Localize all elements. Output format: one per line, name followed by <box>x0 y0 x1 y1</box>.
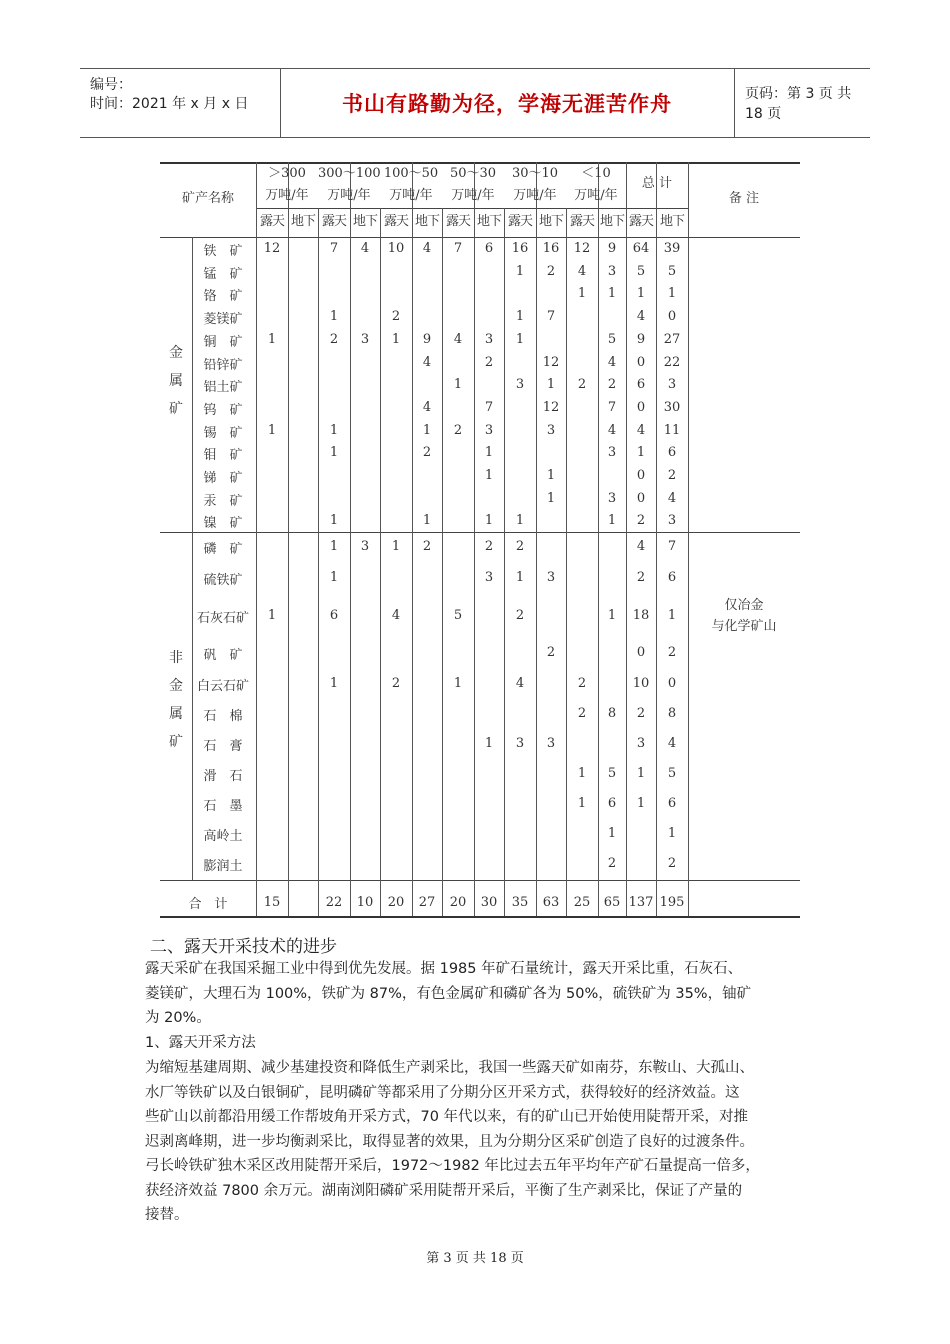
table-cell: 0 <box>667 676 677 691</box>
table-cell: 12 <box>542 354 560 370</box>
table-cell: 6 <box>667 445 677 461</box>
table-cell: 5 <box>607 331 617 347</box>
table-cell: 5 <box>667 766 677 781</box>
remark-header: 备 注 <box>728 191 760 206</box>
page-header <box>80 68 870 138</box>
table-cell: 3 <box>484 331 494 347</box>
sub-header-cell: 露天 <box>507 214 532 229</box>
table-cell: 2 <box>546 263 556 279</box>
table-cell: 1 <box>484 445 494 461</box>
sub-header-cell: 露天 <box>321 214 346 229</box>
table-cell: 2 <box>391 676 401 691</box>
table-cell: 4 <box>422 399 432 415</box>
table-cell: 6 <box>636 377 646 393</box>
scale-header-range: 300～100 <box>318 166 381 181</box>
table-cell: 6 <box>329 608 339 623</box>
mineral-name-cell: 锰 矿 <box>203 266 243 282</box>
table-cell: 1 <box>515 331 525 347</box>
table-cell: 2 <box>636 570 646 585</box>
table-cell: 16 <box>511 241 529 256</box>
table-cell: 3 <box>607 263 617 279</box>
table-cell: 7 <box>453 241 463 256</box>
paragraph-2-line: 获经济效益 7800 余万元。湖南浏阳磷矿采用陡帮开采后，平衡了生产剥采比，保证了产量的 <box>145 1182 743 1199</box>
table-cell: 4 <box>391 608 401 623</box>
table-cell: 1 <box>329 676 339 691</box>
mineral-name-cell: 硫铁矿 <box>203 573 243 588</box>
header-motto-cell <box>280 69 735 137</box>
table-subheader-rule <box>256 208 688 209</box>
mineral-name-cell: 石 墨 <box>203 799 243 814</box>
table-cell: 1 <box>391 539 401 554</box>
table-cell: 1 <box>577 796 587 811</box>
table-cell: 0 <box>636 490 646 506</box>
table-cell: 4 <box>636 539 646 554</box>
table-cell: 1 <box>267 608 277 623</box>
paragraph-1-line: 为 20%。 <box>145 1010 211 1026</box>
table-cell: 1 <box>515 513 525 529</box>
sub-header-cell: 地下 <box>659 214 684 229</box>
group-label-char: 金 <box>169 678 183 694</box>
table-cell: 3 <box>607 490 617 506</box>
table-cell: 1 <box>667 286 677 302</box>
table-cell: 2 <box>329 331 339 347</box>
table-cell: 2 <box>484 354 494 370</box>
table-cell: 3 <box>546 570 556 585</box>
table-cell: 1 <box>515 570 525 585</box>
nonmetal-remark-line2: 与化学矿山 <box>711 619 777 634</box>
scale-header-range: ＜10 <box>581 166 611 181</box>
table-cell: 1 <box>484 468 494 483</box>
table-cell: 1 <box>607 608 617 623</box>
group-label-char: 矿 <box>169 401 183 417</box>
sub-header-cell: 地下 <box>414 214 439 229</box>
document-number-label: 编号： <box>90 77 132 93</box>
scale-header-unit: 万吨/年 <box>389 188 433 203</box>
mineral-name-cell: 石 膏 <box>203 739 243 754</box>
table-cell: 3 <box>484 570 494 585</box>
table-cell: 8 <box>667 706 677 721</box>
table-cell: 1 <box>546 377 556 393</box>
table-cell: 2 <box>546 645 556 660</box>
table-cell: 3 <box>546 736 556 751</box>
mineral-name-cell: 锑 矿 <box>203 471 243 486</box>
page-footer: 第 3 页 共 18 页 <box>426 1251 524 1266</box>
group-label-char: 非 <box>169 650 183 666</box>
total-cell: 35 <box>511 895 529 910</box>
mineral-name-cell: 滑 石 <box>203 769 243 784</box>
document-date: 时间：2021 年 x 月 x 日 <box>90 96 249 112</box>
table-cell: 2 <box>636 706 646 721</box>
sub-header-cell: 露天 <box>569 214 594 229</box>
table-cell: 12 <box>573 241 591 256</box>
mineral-name-cell: 钼 矿 <box>203 448 243 464</box>
subheading: 1、露天开采方法 <box>145 1035 256 1051</box>
table-cell: 1 <box>546 468 556 483</box>
paragraph-1-line: 菱镁矿，大理石为 100%，铁矿为 87%，有色金属矿和磷矿各为 50%，硫铁矿为 35%，铀矿 <box>145 985 752 1002</box>
table-cell: 7 <box>546 309 556 325</box>
paragraph-2-line: 些矿山以前都沿用缓工作帮坡角开采方式，70 年代以来，有的矿山已开始使用陡帮开采，对推 <box>145 1109 749 1125</box>
table-cell: 9 <box>422 331 432 347</box>
table-cell: 6 <box>667 796 677 811</box>
table-cell: 1 <box>267 422 277 438</box>
table-cell: 4 <box>607 354 617 370</box>
nonmetal-remark-line1: 仅冶金 <box>724 598 764 613</box>
table-cell: 3 <box>667 513 677 529</box>
total-row-label: 合 计 <box>188 897 228 912</box>
table-cell: 1 <box>329 539 339 554</box>
mineral-name-cell: 高岭土 <box>203 829 243 844</box>
mineral-name-cell: 铬 矿 <box>203 289 243 305</box>
total-cell: 25 <box>573 895 591 910</box>
table-cell: 2 <box>667 645 677 660</box>
table-cell: 1 <box>329 422 339 438</box>
scale-header-unit: 万吨/年 <box>574 188 618 203</box>
table-cell: 1 <box>422 513 432 529</box>
group-label-char: 矿 <box>169 734 183 750</box>
table-cell: 1 <box>329 513 339 529</box>
mineral-name-cell: 铁 矿 <box>203 244 243 259</box>
table-cell: 18 <box>632 608 650 623</box>
table-cell: 2 <box>515 608 525 623</box>
group-label-char: 属 <box>169 706 183 722</box>
table-cell: 1 <box>515 309 525 325</box>
table-cell: 0 <box>636 468 646 483</box>
table-cell: 7 <box>329 241 339 256</box>
sub-header-cell: 地下 <box>599 214 624 229</box>
table-cell: 2 <box>636 513 646 529</box>
table-cell: 2 <box>391 309 401 325</box>
table-cell: 5 <box>667 263 677 279</box>
table-cell: 8 <box>607 706 617 721</box>
table-cell: 5 <box>453 608 463 623</box>
mineral-name-cell: 矾 矿 <box>203 648 243 663</box>
table-cell: 3 <box>636 736 646 751</box>
sub-header-cell: 露天 <box>445 214 470 229</box>
table-cell: 1 <box>484 736 494 751</box>
table-cell: 4 <box>515 676 525 691</box>
paragraph-1 <box>145 957 815 1031</box>
scale-header-unit: 万吨/年 <box>265 188 309 203</box>
table-cell: 1 <box>667 826 677 841</box>
scale-header-unit: 万吨/年 <box>513 188 557 203</box>
table-cell: 1 <box>636 445 646 461</box>
table-cell: 2 <box>422 445 432 461</box>
total-cell: 15 <box>263 895 281 910</box>
table-cell: 9 <box>607 241 617 256</box>
table-cell: 4 <box>453 331 463 347</box>
sub-header-cell: 地下 <box>538 214 563 229</box>
mineral-name-cell: 磷 矿 <box>203 542 243 557</box>
header-meta-cell <box>80 69 281 137</box>
table-cell: 1 <box>636 286 646 302</box>
table-cell: 4 <box>667 490 677 506</box>
table-cell: 22 <box>663 354 681 370</box>
table-cell: 1 <box>607 513 617 529</box>
table-cell: 3 <box>667 377 677 393</box>
table-cell: 10 <box>632 676 650 691</box>
table-cell: 4 <box>667 736 677 751</box>
scale-header-range: ＞300 <box>268 166 306 181</box>
table-cell: 12 <box>542 399 560 415</box>
mineral-name-cell: 铅锌矿 <box>203 357 243 373</box>
scale-header-range: 50～30 <box>449 166 497 181</box>
total-header: 总 计 <box>641 176 673 191</box>
sub-header-cell: 地下 <box>352 214 377 229</box>
mineral-name-cell: 石 棉 <box>203 709 243 724</box>
paragraph-2 <box>145 1056 815 1228</box>
table-cell: 1 <box>546 490 556 506</box>
table-cell: 2 <box>607 856 617 871</box>
table-cell: 0 <box>636 399 646 415</box>
table-column-rule <box>256 162 257 916</box>
group-label-char: 金 <box>169 345 183 361</box>
table-cell: 3 <box>546 422 556 438</box>
table-bottom-rule <box>160 916 800 918</box>
paragraph-2-line: 水厂等铁矿以及白银铜矿，昆明磷矿等都采用了分期分区开采方式，获得较好的经济效益。这 <box>145 1084 740 1101</box>
total-cell: 20 <box>449 895 467 910</box>
table-cell: 2 <box>484 539 494 554</box>
sub-header-cell: 露天 <box>628 214 653 229</box>
table-cell: 1 <box>577 766 587 781</box>
table-column-rule <box>442 208 443 916</box>
table-cell: 3 <box>607 445 617 461</box>
table-cell: 4 <box>360 241 370 256</box>
header-motto: 书山有路勤为径，学海无涯苦作舟 <box>342 92 672 116</box>
table-cell: 11 <box>663 422 681 438</box>
scale-header-range: 30～10 <box>511 166 559 181</box>
table-cell: 1 <box>267 331 277 347</box>
table-cell: 2 <box>422 539 432 554</box>
table-cell: 4 <box>422 354 432 370</box>
table-cell: 2 <box>453 422 463 438</box>
table-cell: 3 <box>515 736 525 751</box>
table-cell: 2 <box>667 856 677 871</box>
table-cell: 0 <box>636 645 646 660</box>
header-page-cell <box>735 69 870 137</box>
sub-header-cell: 露天 <box>259 214 284 229</box>
table-cell: 1 <box>422 422 432 438</box>
table-cell: 5 <box>607 766 617 781</box>
mineral-name-cell: 菱镁矿 <box>203 312 243 328</box>
table-cell: 2 <box>577 377 587 393</box>
table-cell: 2 <box>577 676 587 691</box>
table-cell: 3 <box>484 422 494 438</box>
paragraph-1-line: 露天采矿在我国采掘工业中得到优先发展。据 1985 年矿石量统计，露天开采比重，石灰石、 <box>145 961 743 977</box>
paragraph-2-line: 迟剥离峰期，进一步均衡剥采比，取得显著的效果，且为分期分区采矿创造了良好的过渡条件。 <box>145 1133 754 1150</box>
mineral-name-cell: 铜 矿 <box>203 334 243 350</box>
table-cell: 4 <box>422 241 432 256</box>
table-cell: 6 <box>484 241 494 256</box>
table-cell: 0 <box>636 354 646 370</box>
table-cell: 3 <box>515 377 525 393</box>
table-cell: 64 <box>632 241 650 256</box>
table-cell: 2 <box>577 706 587 721</box>
table-cell: 4 <box>577 263 587 279</box>
mineral-name-cell: 石灰石矿 <box>196 611 249 626</box>
table-cell: 1 <box>453 377 463 393</box>
total-cell: 20 <box>387 895 405 910</box>
scale-header-unit: 万吨/年 <box>327 188 371 203</box>
total-cell: 65 <box>603 895 621 910</box>
table-cell: 1 <box>453 676 463 691</box>
table-cell: 1 <box>667 608 677 623</box>
sub-header-cell: 露天 <box>383 214 408 229</box>
total-cell: 137 <box>628 895 654 910</box>
total-cell: 63 <box>542 895 560 910</box>
table-column-rule <box>288 162 289 916</box>
table-column-rule <box>474 162 475 916</box>
table-cell: 1 <box>577 286 587 302</box>
group-label-char: 属 <box>169 373 183 389</box>
table-cell: 12 <box>263 241 281 256</box>
sub-header-cell: 地下 <box>290 214 315 229</box>
table-cell: 2 <box>667 468 677 483</box>
total-cell: 22 <box>325 895 343 910</box>
table-cell: 4 <box>636 309 646 325</box>
table-cell: 7 <box>667 539 677 554</box>
sub-header-cell: 地下 <box>476 214 501 229</box>
table-cell: 1 <box>484 513 494 529</box>
table-cell: 39 <box>663 241 681 256</box>
mine-statistics-table <box>160 160 800 920</box>
total-cell: 30 <box>480 895 498 910</box>
mineral-name-cell: 膨润土 <box>203 859 243 874</box>
mineral-name-cell: 铝土矿 <box>203 380 243 396</box>
table-cell: 1 <box>329 445 339 461</box>
table-cell: 30 <box>663 399 681 415</box>
total-cell: 10 <box>356 895 374 910</box>
table-cell: 6 <box>667 570 677 585</box>
table-cell: 6 <box>607 796 617 811</box>
table-cell: 7 <box>484 399 494 415</box>
table-cell: 16 <box>542 241 560 256</box>
table-cell: 1 <box>607 826 617 841</box>
mineral-name-cell: 钨 矿 <box>203 402 243 418</box>
header-page-info: 页码：第 3 页 共 18 页 <box>745 86 852 122</box>
mineral-name-cell: 锡 矿 <box>203 425 243 441</box>
table-cell: 0 <box>667 309 677 325</box>
section-title: 二、露天开采技术的进步 <box>150 937 337 957</box>
scale-header-range: 100～50 <box>383 166 439 181</box>
table-cell: 2 <box>607 377 617 393</box>
table-cell: 27 <box>663 331 681 347</box>
table-cell: 1 <box>329 309 339 325</box>
mineral-name-cell: 白云石矿 <box>196 679 249 694</box>
mineral-name-cell: 镍 矿 <box>203 516 243 532</box>
table-cell: 4 <box>607 422 617 438</box>
total-cell: 27 <box>418 895 436 910</box>
table-column-rule <box>350 162 351 916</box>
table-cell: 1 <box>515 263 525 279</box>
mineral-name-cell: 汞 矿 <box>203 493 243 509</box>
table-cell: 3 <box>360 539 370 554</box>
table-cell: 1 <box>391 331 401 347</box>
mineral-name-header: 矿产名称 <box>181 191 234 206</box>
total-cell: 195 <box>659 895 685 910</box>
table-cell: 5 <box>636 263 646 279</box>
paragraph-2-line: 接替。 <box>145 1207 189 1223</box>
paragraph-2-line: 弓长岭铁矿独木采区改用陡帮开采后，1972～1982 年比过去五年平均年产矿石量提高一倍多， <box>145 1158 760 1174</box>
table-cell: 9 <box>636 331 646 347</box>
table-cell: 3 <box>360 331 370 347</box>
table-column-rule <box>688 162 689 916</box>
table-cell: 1 <box>607 286 617 302</box>
table-column-rule <box>412 162 413 916</box>
table-cell: 7 <box>607 399 617 415</box>
table-cell: 1 <box>636 796 646 811</box>
paragraph-2-line: 为缩短基建周期、减少基建投资和降低生产剥采比，我国一些露天矿如南芬，东鞍山、大孤山、 <box>145 1060 754 1076</box>
table-cell: 1 <box>329 570 339 585</box>
table-cell: 4 <box>636 422 646 438</box>
scale-header-unit: 万吨/年 <box>451 188 495 203</box>
table-cell: 1 <box>636 766 646 781</box>
table-cell: 2 <box>515 539 525 554</box>
table-cell: 10 <box>387 241 405 256</box>
